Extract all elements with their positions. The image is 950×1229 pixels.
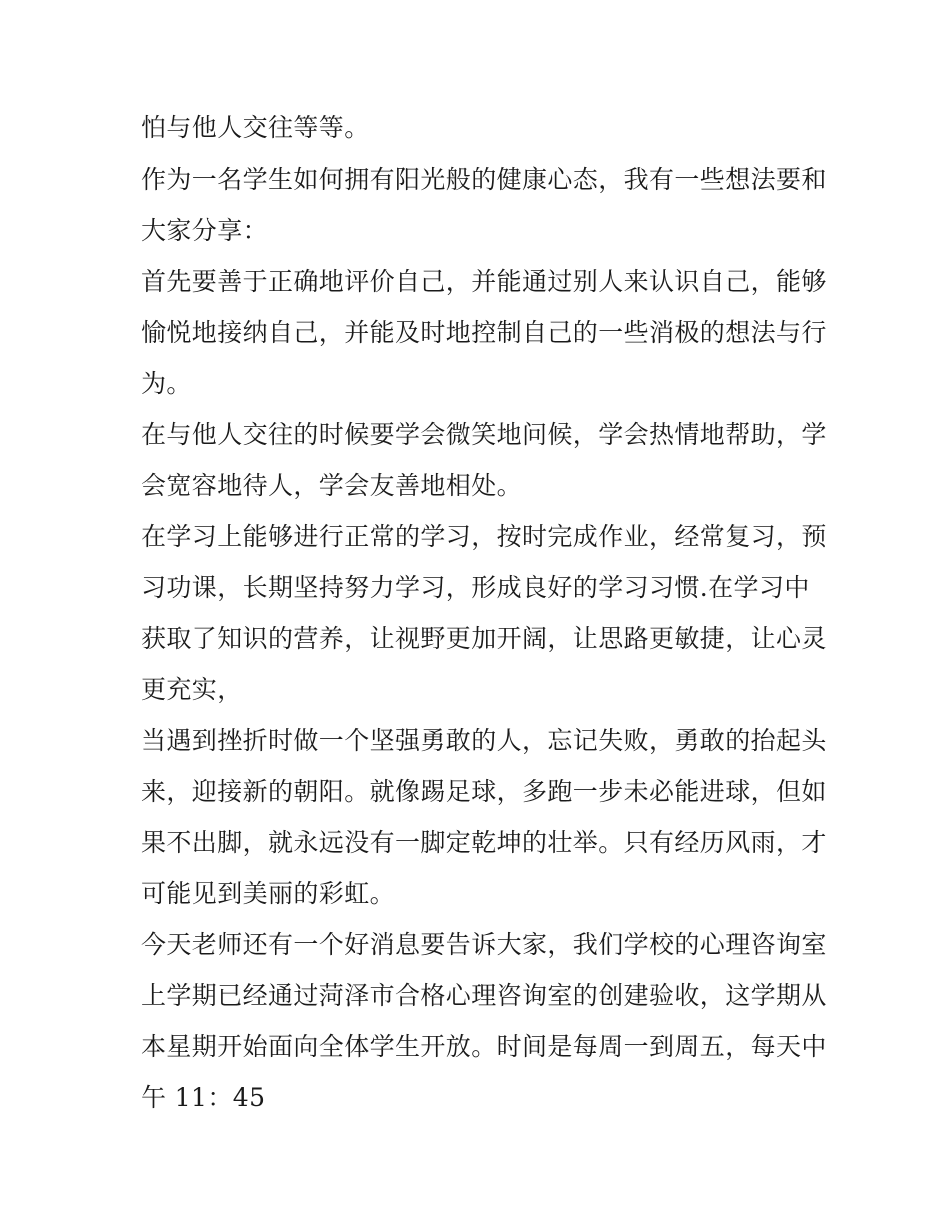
- text-line: 今天老师还有一个好消息要告诉大家，我们学校的心理咨询室: [141, 930, 827, 959]
- text-line: 当遇到挫折时做一个坚强勇敢的人，忘记失败，勇敢的抬起头: [141, 726, 827, 755]
- text-line: 获取了知识的营养，让视野更加开阔，让思路更敏捷，让心灵: [141, 624, 827, 653]
- text-line: 愉悦地接纳自己，并能及时地控制自己的一些消极的想法与行: [141, 318, 827, 347]
- text-line: 上学期已经通过菏泽市合格心理咨询室的创建验收，这学期从: [141, 981, 827, 1010]
- text-line: 在与他人交往的时候要学会微笑地问候，学会热情地帮助，学: [141, 420, 827, 449]
- text-line: 大家分享：: [141, 216, 269, 245]
- text-line: 午 11：45: [141, 1083, 266, 1112]
- text-line: 可能见到美丽的彩虹。: [141, 879, 396, 908]
- text-line: 本星期开始面向全体学生开放。时间是每周一到周五，每天中: [141, 1032, 827, 1061]
- text-line: 为。: [141, 369, 192, 398]
- text-line: 首先要善于正确地评价自己，并能通过别人来认识自己，能够: [141, 267, 827, 296]
- text-line: 更充实，: [141, 675, 243, 704]
- text-line: 在学习上能够进行正常的学习，按时完成作业，经常复习，预: [141, 522, 827, 551]
- text-line: 来，迎接新的朝阳。就像踢足球，多跑一步未必能进球，但如: [141, 777, 827, 806]
- text-line: 果不出脚，就永远没有一脚定乾坤的壮举。只有经历风雨，才: [141, 828, 827, 857]
- text-line: 作为一名学生如何拥有阳光般的健康心态，我有一些想法要和: [141, 165, 827, 194]
- text-line: 会宽容地待人，学会友善地相处。: [141, 471, 523, 500]
- text-line: 习功课，长期坚持努力学习，形成良好的学习习惯.在学习中: [141, 573, 810, 602]
- text-line: 怕与他人交往等等。: [141, 113, 370, 142]
